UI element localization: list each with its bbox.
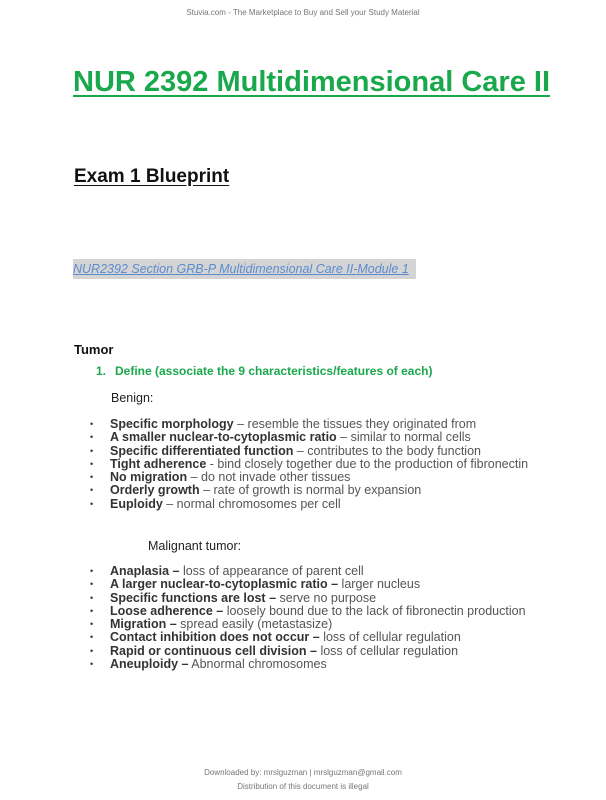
list-item (90, 484, 528, 497)
list-item-desc: loss of appearance of parent cell (179, 564, 364, 578)
list-item (90, 592, 526, 605)
bullet-icon: • (90, 632, 94, 643)
define-item (96, 364, 432, 378)
list-item-term: A smaller nuclear-to-cytoplasmic ratio (110, 430, 337, 445)
list-item-desc: spread easily (metastasize) (176, 617, 333, 632)
list-item (90, 431, 528, 444)
list-item-desc: – resemble the tissues they originated from (233, 417, 477, 431)
list-item (90, 498, 528, 511)
list-item-term: Specific differentiated function (110, 443, 294, 458)
list-item-term: Tight adherence (110, 456, 207, 471)
define-number: 1. (96, 364, 107, 378)
list-item-term: No migration (110, 470, 188, 485)
bullet-icon: • (90, 485, 94, 496)
page-title: NUR 2392 Multidimensional Care II (73, 66, 551, 98)
list-item (90, 458, 528, 471)
list-item (90, 418, 528, 431)
bullet-icon: • (90, 592, 94, 603)
list-item-desc: – similar to normal cells (336, 430, 471, 445)
bullet-icon: • (90, 605, 94, 616)
list-item-desc: loss of cellular regulation (316, 643, 459, 658)
list-item-desc: larger nucleus (338, 577, 421, 592)
list-item-term: Specific functions are lost – (110, 590, 277, 605)
page-subtitle: Exam 1 Blueprint (74, 166, 230, 187)
bullet-icon: • (90, 566, 94, 576)
list-item (90, 631, 526, 644)
benign-label: Benign: (111, 391, 154, 405)
list-item-term: Rapid or continuous cell division – (110, 643, 317, 658)
list-item-desc: – rate of growth is normal by expansion (199, 483, 422, 498)
list-item (90, 565, 526, 578)
top-banner: Stuvia.com - The Marketplace to Buy and Sell your Study Material (186, 8, 420, 17)
list-item-term: Migration – (110, 617, 177, 632)
list-item-desc: – do not invade other tissues (187, 470, 351, 485)
bullet-icon: • (90, 619, 94, 630)
list-item (90, 578, 526, 591)
malignant-label: Malignant tumor: (148, 539, 242, 553)
bullet-icon: • (90, 472, 94, 483)
list-item-desc: loosely bound due to the lack of fibronectin production (223, 603, 526, 618)
list-item (90, 618, 526, 631)
list-item-desc: – contributes to the body function (293, 443, 481, 458)
list-item-desc: loss of cellular regulation (319, 630, 461, 645)
malignant-list (90, 565, 526, 671)
section-heading: Tumor (74, 342, 114, 357)
list-item-desc: Abnormal chromosomes (188, 657, 327, 672)
bullet-icon: • (90, 458, 94, 469)
bullet-icon: • (90, 419, 94, 429)
bullet-icon: • (90, 659, 94, 670)
list-item-desc: - bind closely together due to the production of fibronectin (206, 456, 529, 471)
list-item-term: Euploidy (110, 496, 163, 511)
list-item (90, 605, 526, 618)
list-item-term: Loose adherence – (110, 603, 224, 618)
list-item-term: Orderly growth (110, 483, 200, 498)
bullet-icon: • (90, 432, 94, 443)
footer-downloaded: Downloaded by: mrslguzman | mrslguzman@gmail.com (204, 768, 402, 777)
list-item (90, 471, 528, 484)
bullet-icon: • (90, 498, 94, 509)
define-text: Define (associate the 9 characteristics/features of each) (115, 364, 433, 378)
list-item-term: Anaplasia – (110, 564, 180, 578)
module-link[interactable]: NUR2392 Section GRB-P Multidimensional Care II-Module 1 (73, 259, 416, 279)
bullet-icon: • (90, 579, 94, 590)
list-item (90, 658, 526, 671)
list-item (90, 645, 526, 658)
bullet-icon: • (90, 445, 94, 456)
list-item (90, 445, 528, 458)
list-item-term: Contact inhibition does not occur – (110, 630, 320, 645)
list-item-term: Specific morphology (110, 417, 234, 431)
benign-list (90, 418, 528, 511)
list-item-term: A larger nuclear-to-cytoplasmic ratio – (110, 577, 339, 592)
list-item-desc: – normal chromosomes per cell (162, 496, 341, 511)
list-item-desc: serve no purpose (276, 590, 377, 605)
footer-distribution: Distribution of this document is illegal (237, 782, 369, 791)
list-item-term: Aneuploidy – (110, 657, 189, 672)
bullet-icon: • (90, 645, 94, 656)
